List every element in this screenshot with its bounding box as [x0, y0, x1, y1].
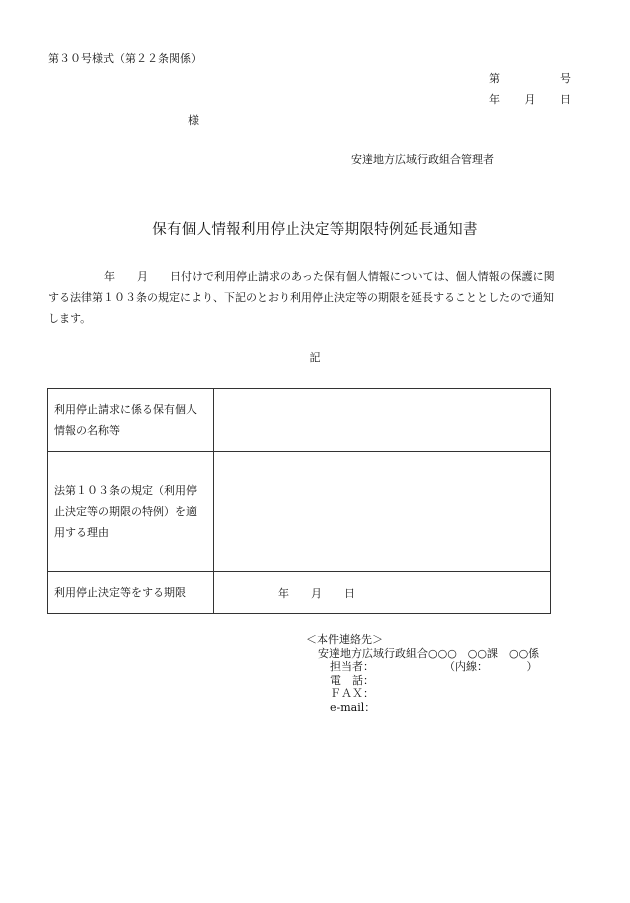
contact-person: 担当者： — [330, 660, 374, 673]
body-line-3: します。 — [48, 312, 92, 325]
form-number: 第３０号様式（第２２条関係） — [48, 52, 202, 65]
contact-extension: （内線： ） — [444, 660, 538, 673]
doc-no-prefix: 第 — [489, 72, 500, 85]
contact-phone: 電 話： — [330, 673, 374, 687]
deadline-month: 月 — [311, 586, 322, 600]
row1-label — [48, 389, 214, 452]
deadline-year: 年 — [278, 586, 289, 600]
row2-value[interactable] — [214, 452, 551, 572]
body-line-1-text: 日付けで利用停止請求のあった保有個人情報については、個人情報の保護に関 — [170, 270, 555, 283]
info-table — [47, 388, 551, 614]
body-line-2: する法律第１０３条の規定により、下記のとおり利用停止決定等の期限を延長することとしたので通知 — [48, 291, 554, 304]
table-row — [48, 452, 551, 572]
row2-label-line: 止決定等の期限の特例）を適 — [54, 505, 197, 518]
table-row — [48, 572, 551, 614]
row3-value[interactable] — [214, 572, 551, 614]
document-number — [489, 70, 571, 86]
body-line-1 — [48, 266, 583, 287]
body-year: 年 — [104, 270, 115, 283]
document-title: 保有個人情報利用停止決定等期限特例延長通知書 — [152, 222, 478, 238]
table-row — [48, 389, 551, 452]
sender: 安達地方広域行政組合管理者 — [351, 153, 494, 166]
ki-heading: 記 — [309, 351, 321, 364]
contact-email: e-mail： — [330, 700, 376, 714]
contact-heading: ＜本件連絡先＞ — [306, 633, 383, 646]
body-paragraph — [48, 266, 583, 329]
row3-label: 利用停止決定等をする期限 — [48, 572, 214, 614]
row1-label-line: 情報の名称等 — [54, 424, 120, 437]
doc-no-suffix: 号 — [560, 72, 571, 85]
date-year: 年 — [489, 93, 500, 106]
contact-fax: ＦＡＸ： — [330, 687, 374, 700]
row2-label-line: 法第１０３条の規定（利用停 — [54, 484, 197, 497]
row2-label-line: 用する理由 — [54, 526, 109, 539]
deadline-day: 日 — [344, 586, 355, 600]
contact-person-row — [306, 660, 539, 674]
row1-label-line: 利用停止請求に係る保有個人 — [54, 403, 197, 416]
recipient: 様 — [188, 114, 199, 127]
row2-label — [48, 452, 214, 572]
deadline-date — [220, 585, 544, 601]
body-month: 月 — [137, 270, 148, 283]
date-day: 日 — [560, 93, 571, 106]
contact-org: 安達地方広域行政組合○○○ ○○課 ○○係 — [318, 646, 540, 660]
document-date — [489, 91, 571, 107]
row1-value[interactable] — [214, 389, 551, 452]
contact-info — [306, 633, 539, 714]
date-month: 月 — [524, 93, 536, 106]
